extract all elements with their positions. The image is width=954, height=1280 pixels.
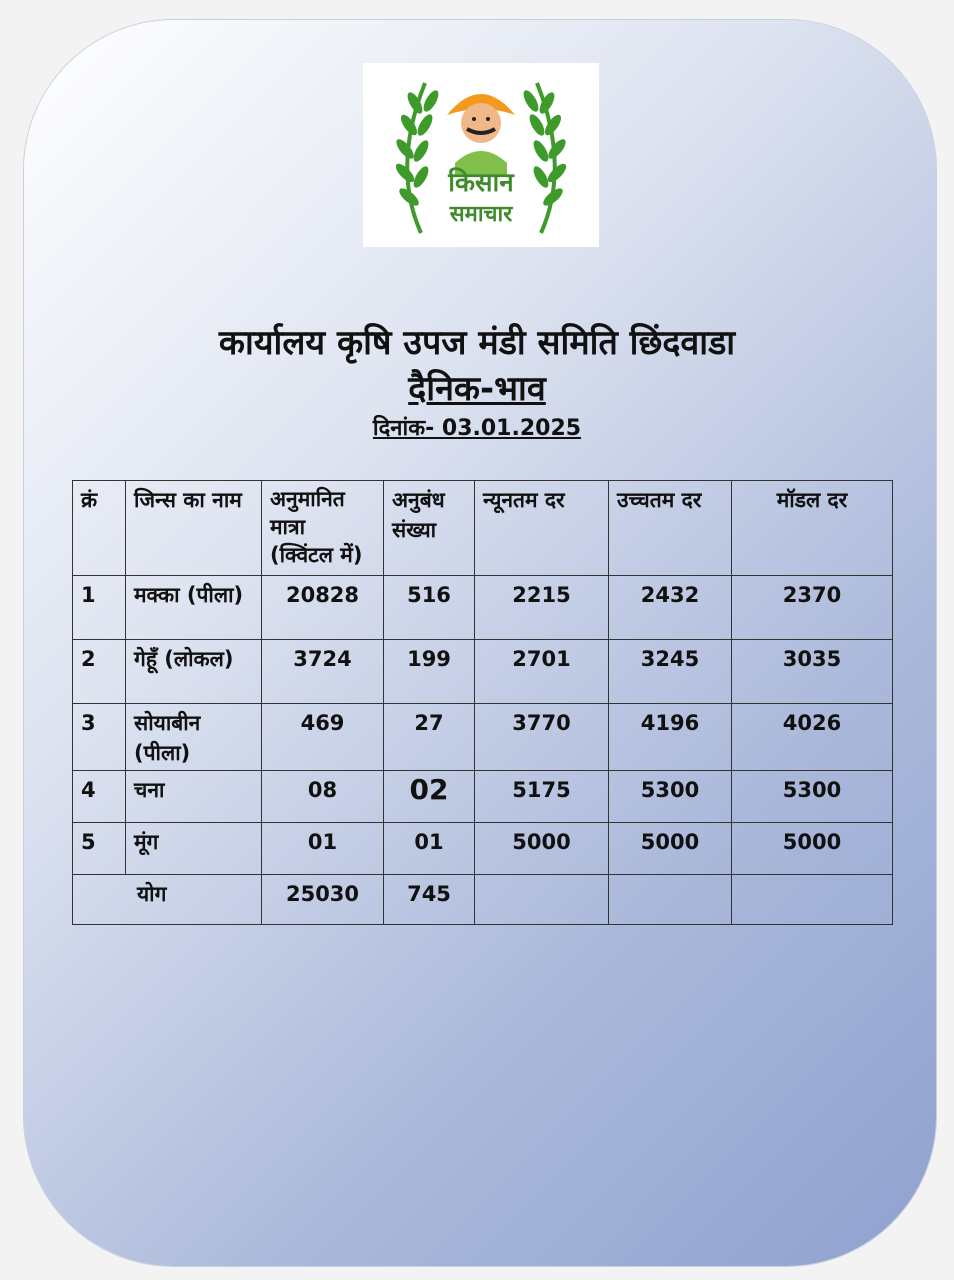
cell-min: 2215	[475, 576, 609, 640]
cell-qty: 08	[262, 771, 384, 823]
logo-graphic	[363, 63, 599, 247]
rates-table	[72, 480, 893, 925]
cell-model: 5300	[732, 771, 893, 823]
cell-min: 5175	[475, 771, 609, 823]
cell-name: सोयाबीन (पीला)	[126, 704, 262, 771]
table-row	[73, 704, 893, 771]
logo-text-line1: किसान	[448, 168, 514, 198]
cell-sno: 4	[73, 771, 126, 823]
table-header-row	[73, 481, 893, 576]
cell-count: 01	[384, 823, 475, 875]
cell-sno: 3	[73, 704, 126, 771]
cell-name: गेहूँ (लोकल)	[126, 640, 262, 704]
col-header-sno: क्रं	[73, 481, 126, 576]
date-label: दिनांक- 03.01.2025	[372, 416, 582, 441]
table-row	[73, 576, 893, 640]
cell-model: 4026	[732, 704, 893, 771]
cell-count: 199	[384, 640, 475, 704]
table-total-row	[73, 875, 893, 925]
cell-count: 27	[384, 704, 475, 771]
cell-qty: 469	[262, 704, 384, 771]
wheat-right-icon	[521, 83, 569, 233]
col-header-min-rate: न्यूनतम दर	[475, 481, 609, 576]
cell-name: मक्का (पीला)	[126, 576, 262, 640]
farmer-icon	[447, 94, 515, 175]
total-qty: 25030	[262, 875, 384, 925]
total-label: योग	[73, 875, 262, 925]
logo-text-line2: समाचार	[449, 202, 513, 227]
col-header-commodity: जिन्स का नाम	[126, 481, 262, 576]
cell-min: 2701	[475, 640, 609, 704]
cell-sno: 5	[73, 823, 126, 875]
col-header-quantity: अनुमानित मात्रा (क्विंटल में)	[262, 481, 384, 576]
total-count: 745	[384, 875, 475, 925]
cell-count: 516	[384, 576, 475, 640]
cell-model: 5000	[732, 823, 893, 875]
cell-name: मूंग	[126, 823, 262, 875]
table-row	[73, 640, 893, 704]
cell-model: 2370	[732, 576, 893, 640]
cell-sno: 2	[73, 640, 126, 704]
cell-max: 2432	[609, 576, 732, 640]
cell-model: 3035	[732, 640, 893, 704]
cell-qty: 20828	[262, 576, 384, 640]
table-row	[73, 823, 893, 875]
col-header-model-rate: मॉडल दर	[732, 481, 893, 576]
total-empty-cell	[732, 875, 893, 925]
cell-min: 3770	[475, 704, 609, 771]
cell-qty: 01	[262, 823, 384, 875]
col-header-contracts: अनुबंध संख्या	[384, 481, 475, 576]
cell-max: 4196	[609, 704, 732, 771]
cell-max: 5000	[609, 823, 732, 875]
cell-count: 02	[384, 771, 475, 823]
cell-qty: 3724	[262, 640, 384, 704]
daily-rate-title: दैनिक-भाव	[408, 369, 546, 409]
cell-min: 5000	[475, 823, 609, 875]
office-title: कार्यालय कृषि उपज मंडी समिति छिंदवाडा	[218, 323, 736, 363]
table-row	[73, 771, 893, 823]
col-header-max-rate: उच्चतम दर	[609, 481, 732, 576]
total-empty-cell	[475, 875, 609, 925]
kisan-samachar-logo	[363, 63, 599, 247]
total-empty-cell	[609, 875, 732, 925]
cell-max: 5300	[609, 771, 732, 823]
wheat-left-icon	[393, 83, 441, 233]
cell-sno: 1	[73, 576, 126, 640]
cell-max: 3245	[609, 640, 732, 704]
cell-name: चना	[126, 771, 262, 823]
